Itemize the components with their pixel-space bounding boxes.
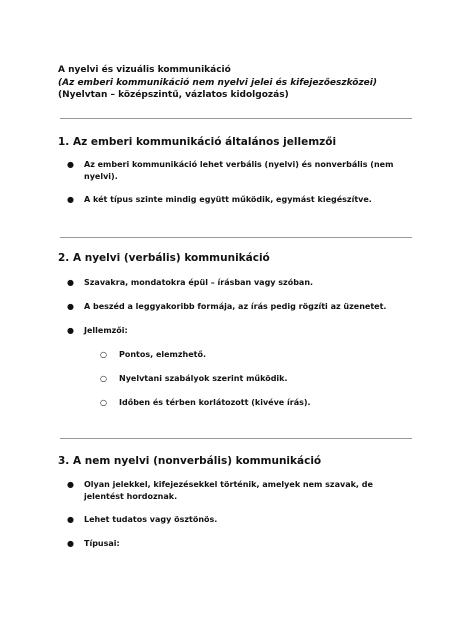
list-item-text: A beszéd a leggyakoribb formája, az írás pedig rögzíti az üzenetet.	[84, 302, 387, 311]
document-note: (Nyelvtan – középszintű, vázlatos kidolgozás)	[58, 90, 289, 100]
sub-list-item	[100, 349, 409, 361]
list-item-text: Olyan jelekkel, kifejezésekkel történik, amelyek nem szavak, de jelentést hordoznak.	[84, 480, 373, 501]
sub-list-item-text: Időben és térben korlátozott (kivéve írás).	[119, 398, 311, 407]
sub-list-item	[100, 373, 409, 385]
divider	[60, 118, 412, 119]
list-item	[67, 514, 404, 526]
divider	[60, 438, 412, 439]
bullet-icon: ●	[67, 515, 74, 524]
list-item	[67, 479, 404, 503]
sub-list-item-text: Nyelvtani szabályok szerint működik.	[119, 374, 288, 383]
list-item-text: Lehet tudatos vagy ösztönös.	[84, 515, 218, 524]
list-item	[67, 159, 404, 183]
circle-bullet-icon: ○	[100, 350, 107, 359]
list-item-text: Szavakra, mondatokra épül – írásban vagy szóban.	[84, 278, 314, 287]
bullet-icon: ●	[67, 302, 74, 311]
document-header	[58, 64, 377, 102]
list-item	[67, 325, 404, 337]
list-item-text: Típusai:	[84, 539, 120, 548]
bullet-icon: ●	[67, 539, 74, 548]
section-1-heading: 1. Az emberi kommunikáció általános jellemzői	[58, 136, 337, 148]
section-3-heading: 3. A nem nyelvi (nonverbális) kommunikáció	[58, 455, 322, 467]
sub-list-item-text: Pontos, elemzhető.	[119, 350, 207, 359]
bullet-icon: ●	[67, 195, 74, 204]
list-item-text: A két típus szinte mindig együtt működik, egymást kiegészítve.	[84, 195, 372, 204]
list-item	[67, 301, 404, 313]
bullet-icon: ●	[67, 160, 74, 169]
sub-list-item	[100, 397, 409, 409]
list-item-text: Az emberi kommunikáció lehet verbális (nyelvi) és nonverbális (nem nyelvi).	[84, 160, 394, 181]
bullet-icon: ●	[67, 480, 74, 489]
divider	[60, 237, 412, 238]
list-item	[67, 194, 404, 206]
section-2-heading: 2. A nyelvi (verbális) kommunikáció	[58, 252, 270, 264]
document-subtitle: (Az emberi kommunikáció nem nyelvi jelei és kifejezőeszközei)	[58, 77, 377, 88]
circle-bullet-icon: ○	[100, 398, 107, 407]
list-item	[67, 277, 404, 289]
list-item	[67, 538, 404, 550]
circle-bullet-icon: ○	[100, 374, 107, 383]
bullet-icon: ●	[67, 278, 74, 287]
document-title: A nyelvi és vizuális kommunikáció	[58, 65, 231, 75]
list-item-text: Jellemzői:	[84, 326, 128, 335]
bullet-icon: ●	[67, 326, 74, 335]
